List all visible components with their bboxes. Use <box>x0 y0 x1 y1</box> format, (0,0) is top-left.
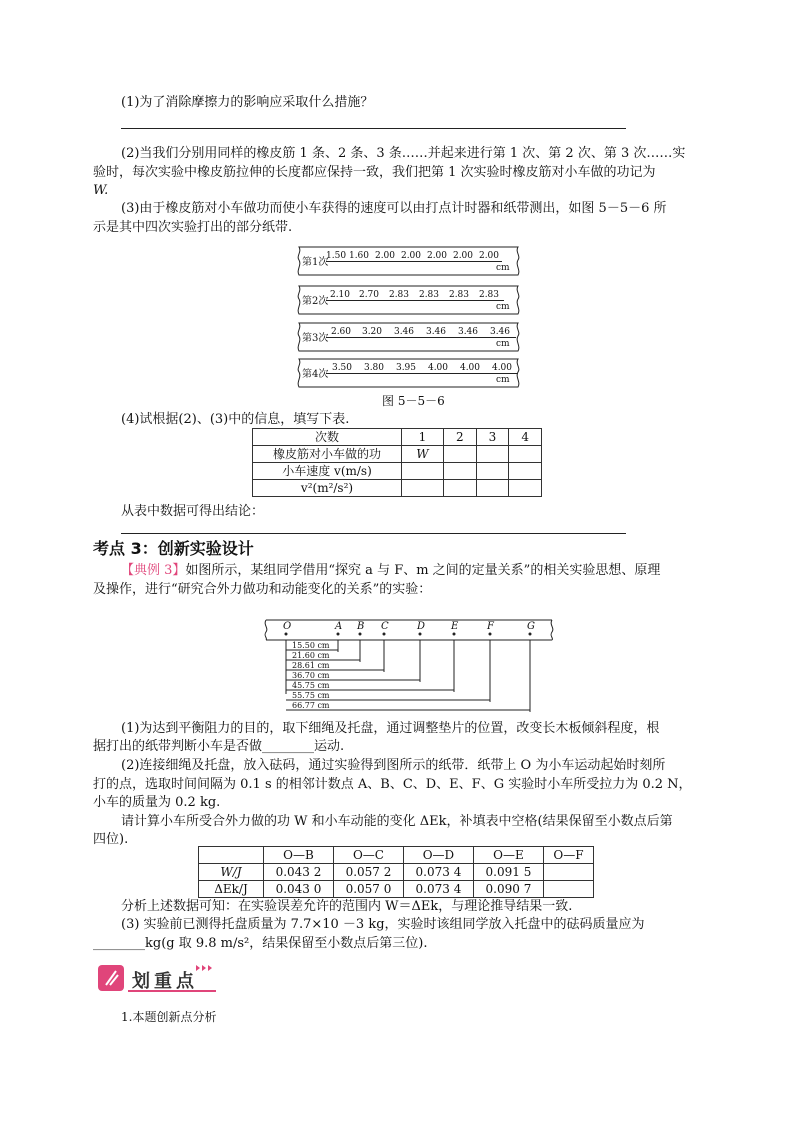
tape-segment: 1.60 <box>346 251 372 262</box>
example-text: 如图所示，某组同学借用“探究 a 与 F、m 之间的定量关系”的相关实验思想、原理 <box>185 563 661 578</box>
data-table-2 <box>198 846 594 898</box>
tape-segment: 2.00 <box>372 251 398 262</box>
tape-unit: cm <box>496 339 510 349</box>
tape-segment: 4.00 <box>454 363 486 374</box>
tape-segment: 4.00 <box>422 363 454 374</box>
part-1-line2: 据打出的纸带判断小车是否做________运动. <box>93 739 345 754</box>
table-row <box>199 864 594 881</box>
table-cell: 0.043 2 <box>264 864 334 881</box>
tape-segment: 3.80 <box>358 363 390 374</box>
table-cell <box>443 480 476 497</box>
table-cell <box>476 446 509 463</box>
paper-tape <box>296 244 522 278</box>
tape-segment: 1.50 <box>326 251 347 261</box>
part-1-line1: (1)为达到平衡阻力的目的，取下细绳及托盘，通过调整垫片的位置，改变长木板倾斜程度，根 <box>121 721 660 736</box>
table-cell: 次数 <box>253 429 402 446</box>
table-row <box>253 429 542 446</box>
table-cell: 0.057 2 <box>333 864 403 881</box>
table-cell <box>509 446 542 463</box>
tape-segment: 2.83 <box>474 290 504 301</box>
distance-label: 66.77 cm <box>292 701 330 710</box>
table-cell <box>199 847 264 864</box>
table-cell: 3 <box>476 429 509 446</box>
tape-point-label: E <box>451 621 459 632</box>
example-tag: 【典例 3】 <box>121 563 186 578</box>
tape-segment: 2.00 <box>398 251 424 262</box>
table-cell: 4 <box>509 429 542 446</box>
part-2-line3: 小车的质量为 0.2 kg. <box>93 795 221 810</box>
table-row <box>253 480 542 497</box>
table-cell: v²(m²/s²) <box>253 480 402 497</box>
part-2-line4: 请计算小车所受合外力做的功 W 和小车动能的变化 ΔEk，补填表中空格(结果保留至小数点后第 <box>121 814 673 829</box>
distance-label: 28.61 cm <box>292 661 330 670</box>
question-3-line1: (3)由于橡皮筋对小车做功而使小车获得的速度可以由打点计时器和纸带测出，如图 5－5－6 所 <box>121 201 667 216</box>
tape-point-dot <box>285 633 288 636</box>
tape-segment: 2.83 <box>414 290 444 301</box>
part-3-line1: (3) 实验前已测得托盘质量为 7.7×10 －3 kg，实验时该组同学放入托盘中的砝码质量应为 <box>121 917 645 932</box>
answer-line-1 <box>121 128 626 129</box>
question-2-line1: (2)当我们分别用同样的橡皮筋 1 条、2 条、3 条……并起来进行第 1 次、第 2 次、第 3 次……实 <box>121 146 686 161</box>
answer-line-conclusion <box>121 533 626 534</box>
tape-point-dot <box>453 633 456 636</box>
tape-segment: 3.95 <box>390 363 422 374</box>
tape-point-dot <box>419 633 422 636</box>
table-cell <box>509 480 542 497</box>
tape-point-dot <box>529 633 532 636</box>
tape-point-dot <box>337 633 340 636</box>
table-cell: O—E <box>473 847 543 864</box>
part-2-line2: 打的点，选取时间间隔为 0.1 s 的相邻计数点 A、B、C、D、E、F、G 实验时小车所受拉力为 0.2 N， <box>93 777 692 792</box>
tape-label: 第4次 <box>302 369 329 380</box>
tape-label: 第2次 <box>302 296 329 307</box>
table-cell: 0.090 7 <box>473 881 543 898</box>
table-cell: W/J <box>199 864 264 881</box>
part-2-line1: (2)连接细绳及托盘，放入砝码，通过实验得到图所示的纸带．纸带上 O 为小车运动起始时刻所 <box>121 758 666 773</box>
table-cell <box>543 881 593 898</box>
table-cell: O—D <box>403 847 473 864</box>
tape-segment: 2.00 <box>450 251 476 262</box>
tape-point-dot <box>359 633 362 636</box>
analysis-text: 分析上述数据可知：在实验误差允许的范围内 W＝ΔEk，与理论推导结果一致. <box>121 899 573 914</box>
tape-point-dot <box>489 633 492 636</box>
section-title: 考点 3：创新实验设计 <box>93 539 254 558</box>
table-cell: 0.057 0 <box>333 881 403 898</box>
tape-segment: 2.83 <box>384 290 414 301</box>
tape-segment: 3.50 <box>326 363 358 374</box>
paper-tape <box>296 356 522 390</box>
final-item: 1.本题创新点分析 <box>121 1010 217 1024</box>
tape-point-label: G <box>527 621 535 632</box>
table-cell <box>443 463 476 480</box>
table-cell: ΔEk/J <box>199 881 264 898</box>
conclusion-prompt: 从表中数据可得出结论： <box>121 504 265 519</box>
table-cell <box>402 463 444 480</box>
distance-label: 36.70 cm <box>292 671 330 680</box>
table-cell: 小车速度 v(m/s) <box>253 463 402 480</box>
distance-label: 45.75 cm <box>292 681 330 690</box>
distance-label: 21.60 cm <box>292 651 330 660</box>
tape-segment: 3.46 <box>388 327 420 338</box>
tape-point-label: C <box>381 621 389 632</box>
tape-segment: 3.46 <box>452 327 484 338</box>
tape-point-label: O <box>283 621 292 632</box>
table-cell: O—C <box>333 847 403 864</box>
table-cell: O—B <box>264 847 334 864</box>
tape-segment: 2.83 <box>444 290 474 301</box>
table-cell: 橡皮筋对小车做的功 <box>253 446 402 463</box>
table-row <box>253 446 542 463</box>
table-cell: W <box>402 446 444 463</box>
table-cell <box>476 480 509 497</box>
tape-unit: cm <box>496 302 510 312</box>
question-2-line2: 验时，每次实验中橡皮筋拉伸的长度都应保持一致，我们把第 1 次实验时橡皮筋对小车做的功记为 <box>93 165 656 180</box>
question-2-line3: W. <box>93 183 109 198</box>
table-cell <box>402 480 444 497</box>
tape-point-dot <box>383 633 386 636</box>
question-1: (1)为了消除摩擦力的影响应采取什么措施？ <box>121 95 374 110</box>
tape-point-label: B <box>357 621 365 632</box>
tape-segment: 3.20 <box>356 327 388 338</box>
tape-unit: cm <box>496 375 510 385</box>
table-row <box>199 881 594 898</box>
part-2-line5: 四位). <box>93 832 129 847</box>
table-cell: O—F <box>543 847 593 864</box>
question-4: (4)试根据(2)、(3)中的信息，填写下表. <box>121 412 350 427</box>
tape-point-label: A <box>335 621 343 632</box>
measurement-tape-figure <box>262 616 556 726</box>
tape-segment: 2.10 <box>326 290 354 301</box>
table-cell: 0.073 4 <box>403 864 473 881</box>
tape-segment: 2.60 <box>326 327 356 338</box>
tape-label: 第1次 <box>302 257 329 268</box>
question-3-line2: 示是其中四次实验打出的部分纸带. <box>93 220 293 235</box>
table-cell: 0.073 4 <box>403 881 473 898</box>
tape-segment: 4.00 <box>486 363 518 374</box>
table-cell <box>476 463 509 480</box>
table-cell: 0.043 0 <box>264 881 334 898</box>
distance-label: 15.50 cm <box>292 641 330 650</box>
paper-tape <box>296 283 522 317</box>
table-row <box>253 463 542 480</box>
table-cell <box>543 864 593 881</box>
tape-unit: cm <box>496 263 510 273</box>
paper-tape <box>296 320 522 354</box>
part-3-line2: ________kg(g 取 9.8 m/s²，结果保留至小数点后第三位). <box>93 936 428 951</box>
key-points-badge <box>98 963 216 993</box>
tape-point-label: F <box>487 621 494 632</box>
tape-segment: 2.00 <box>424 251 450 262</box>
tape-label: 第3次 <box>302 333 329 344</box>
table-row <box>199 847 594 864</box>
example-line2: 及操作，进行“研究合外力做功和动能变化的关系”的实验： <box>93 582 432 597</box>
tape-segment: 2.70 <box>354 290 384 301</box>
figure-caption: 图 5－5－6 <box>382 394 445 408</box>
tape-point-label: D <box>417 621 426 632</box>
table-cell <box>443 446 476 463</box>
tape-segment: 3.46 <box>420 327 452 338</box>
tape-segment: 2.00 <box>476 251 502 262</box>
example-line1 <box>121 561 660 580</box>
table-cell: 1 <box>402 429 444 446</box>
table-cell: 0.091 5 <box>473 864 543 881</box>
badge-text: 划重点 <box>132 971 198 992</box>
tape-segment: 3.46 <box>484 327 516 338</box>
table-cell: 2 <box>443 429 476 446</box>
table-cell <box>509 463 542 480</box>
data-table-1 <box>252 428 542 497</box>
distance-label: 55.75 cm <box>292 691 330 700</box>
